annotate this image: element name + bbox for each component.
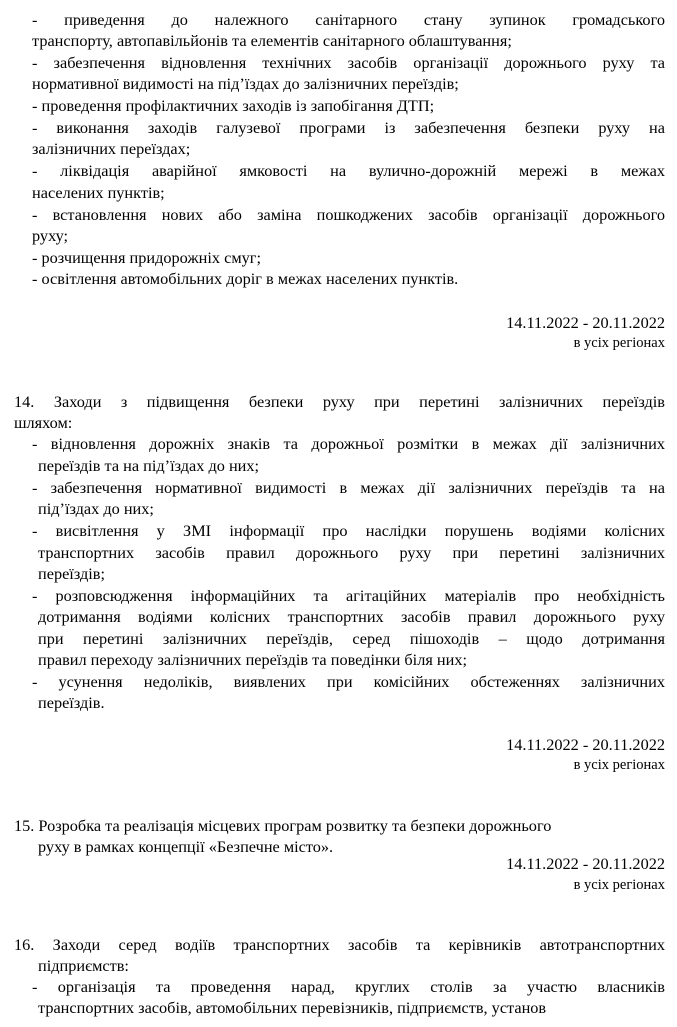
section-heading-continuation: підприємств:: [38, 956, 129, 975]
period-14: 14.11.2022 - 20.11.2022: [506, 735, 665, 754]
region-15: в усіх регіонах: [573, 877, 665, 893]
list-item: - розповсюдження інформаційних та агітаційних матеріалів про необхідність: [32, 586, 665, 605]
section-heading-continuation: руху в рамках концепції «Безпечне місто».: [38, 837, 334, 856]
list-item-continuation: нормативної видимості на під’їздах до залізничних переїздів;: [32, 74, 459, 93]
list-item: - встановлення нових або заміна пошкоджених засобів організації дорожнього: [32, 205, 665, 224]
list-item-continuation: переїздів;: [38, 564, 105, 583]
list-item-continuation: населених пунктів;: [32, 183, 165, 202]
section-heading-14: 14. Заходи з підвищення безпеки руху при перетині залізничних переїздів: [14, 392, 665, 411]
list-item: - освітлення автомобільних доріг в межах населених пунктів.: [32, 269, 459, 288]
section-heading-16: 16. Заходи серед водіїв транспортних засобів та керівників автотранспортних: [14, 935, 665, 954]
list-item: - проведення профілактичних заходів із запобігання ДТП;: [32, 96, 435, 115]
region-13: в усіх регіонах: [573, 335, 665, 351]
list-item-continuation: залізничних переїздах;: [32, 139, 191, 158]
list-item: - усунення недоліків, виявлених при комісійних обстеженнях залізничних: [32, 672, 665, 691]
list-item: - забезпечення нормативної видимості в межах дії залізничних переїздів та на: [32, 478, 665, 497]
period-15: 14.11.2022 - 20.11.2022: [506, 854, 665, 873]
list-item-continuation: правил переходу залізничних переїздів та поведінки біля них;: [38, 650, 467, 669]
list-item: - розчищення придорожніх смуг;: [32, 248, 261, 267]
list-item: - виконання заходів галузевої програми із забезпечення безпеки руху на: [32, 118, 665, 137]
list-item: - ліквідація аварійної ямковості на вулично-дорожній мережі в межах: [32, 161, 665, 180]
section-heading-continuation: шляхом:: [14, 413, 73, 432]
list-item: - забезпечення відновлення технічних засобів організації дорожнього руху та: [32, 53, 665, 72]
list-item: - організація та проведення нарад, круглих столів за участю власників: [32, 977, 665, 996]
list-item-continuation: дотримання водіями колісних транспортних засобів правил дорожнього руху: [38, 607, 665, 626]
list-item: - приведення до належного санітарного стану зупинок громадського: [32, 10, 665, 29]
list-item-continuation: при перетині залізничних переїздів, серед пішоходів – щодо дотримання: [38, 629, 665, 648]
list-item-continuation: переїздів.: [38, 693, 105, 712]
region-14: в усіх регіонах: [573, 757, 665, 773]
list-item-continuation: переїздів та на під’їздах до них;: [38, 456, 260, 475]
list-item: - відновлення дорожніх знаків та дорожньої розмітки в межах дії залізничних: [32, 434, 665, 453]
list-item-continuation: транспортних засобів правил дорожнього руху при перетині залізничних: [38, 543, 665, 562]
list-item-continuation: руху;: [32, 226, 69, 245]
section-heading-15: 15. Розробка та реалізація місцевих програм розвитку та безпеки дорожнього: [14, 816, 552, 835]
list-item-continuation: транспортних засобів, автомобільних перевізників, підприємств, установ: [38, 998, 547, 1017]
list-item-continuation: транспорту, автопавільйонів та елементів санітарного облаштування;: [32, 31, 512, 50]
list-item: - висвітлення у ЗМІ інформації про наслідки порушень водіями колісних: [32, 521, 665, 540]
list-item-continuation: під’їздах до них;: [38, 499, 154, 518]
period-13: 14.11.2022 - 20.11.2022: [506, 313, 665, 332]
